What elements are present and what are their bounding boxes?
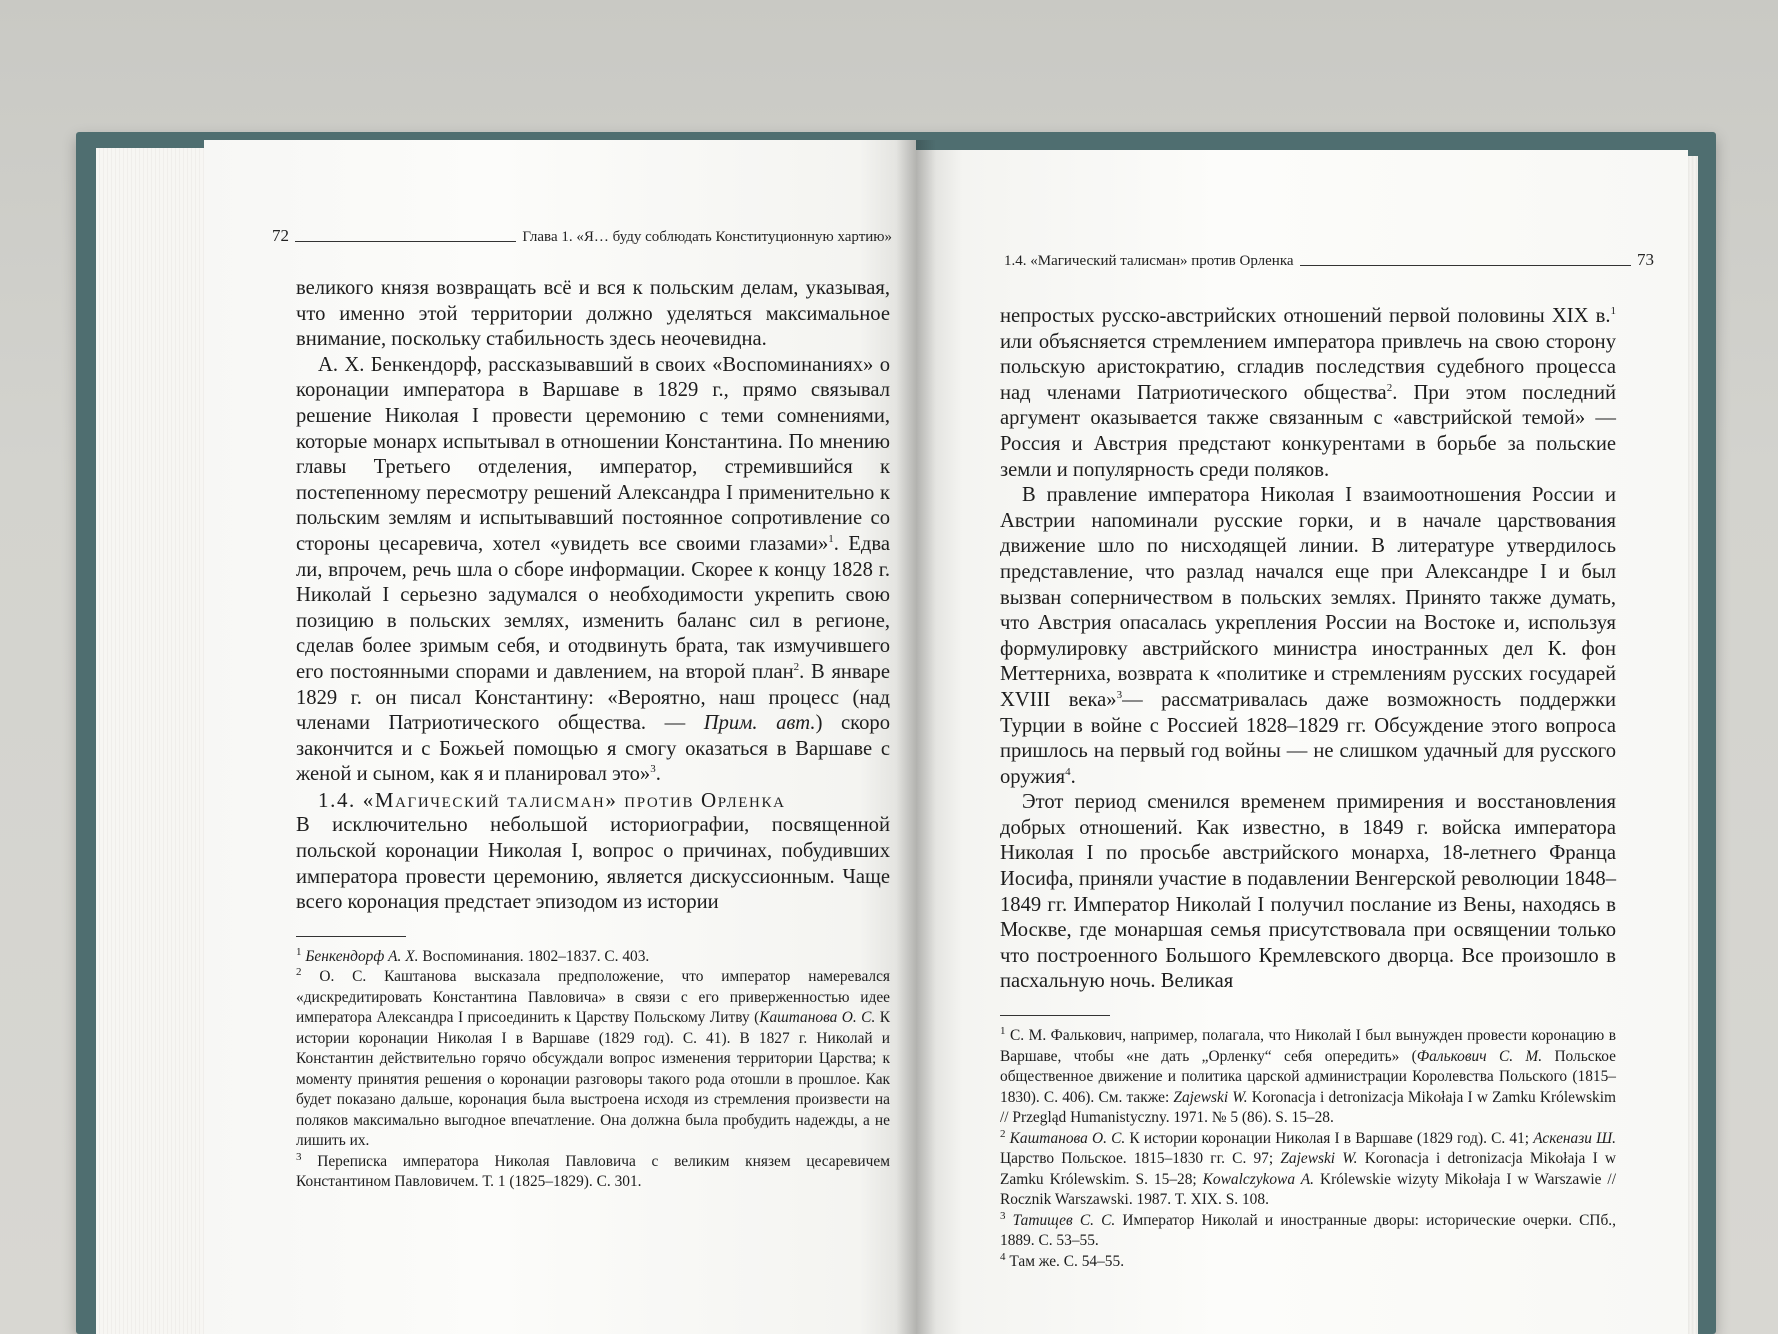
footnote: [1000, 1026, 1616, 1129]
italic-text: Фалькович С. М.: [1416, 1047, 1543, 1065]
footnote-text: О. С. Каштанова высказала предположение, что император намеревался «дискредитировать Константина Павловича» в связи с его приверженностью идее императора Александра I присоединить к Царству Польскому Литву (: [296, 968, 890, 1027]
paragraph-text: — рассматривалась даже возможность поддержки Турции в войне с Россией 1828–1829 гг. Обсуждение этого вопроса пришлось на первый год войны — не слишком удачный для русского оружия: [1000, 688, 1616, 788]
left-running-title: Глава 1. «Я… буду соблюдать Конституционную хартию»: [522, 229, 892, 245]
footnote: [1000, 1211, 1616, 1252]
footnote-text: Królewskie wizyty Mikołaja I w Warszawie // Rocznik Warszawski. 1987. T. XIX. S. 108.: [1000, 1170, 1616, 1209]
paragraph-text: непростых русско-австрийских отношений первой половины XIX в.: [1000, 305, 1611, 327]
footnote-number: 3: [1000, 1209, 1006, 1222]
paragraph-text: ) скоро закончится и с Божьей помощью я смогу оказаться в Варшаве с женой и сыном, как я и планировал это»: [296, 712, 891, 786]
paragraph-text: или объясняется стремлением императора привлечь на свою сторону польскую аристократию, сгладив последствия судебного процесса над членами Патриотического общества: [1000, 330, 1616, 404]
page-block-edge-left: [96, 148, 216, 1334]
footnote-text: Император Николай и иностранные дворы: исторические очерки. СПб., 1889. С. 53–55.: [1000, 1211, 1616, 1250]
footnote-marker[interactable]: 1: [828, 533, 834, 546]
footnote-number: 1: [296, 945, 302, 958]
footnote-marker[interactable]: 1: [1610, 305, 1616, 318]
section-heading: 1.4. «Магический талисман» против Орленка: [318, 787, 786, 812]
paragraph-text: . Едва ли, впрочем, речь шла о сборе информации. Скорее к концу 1828 г. Николай I серьезно задумался о необходимости укрепить свою позицию в польских землях, изменить баланс сил в регионе, сделав более зримым себя, и отодвинуть брата, так измучившего его постоянными спорами и давлением, на второй план: [296, 532, 890, 683]
footnote-text: Переписка императора Николая Павловича с великим князем цесаревичем Константином Павловичем. Т. 1 (1825–1829). С. 301.: [296, 1152, 890, 1191]
footnote-marker[interactable]: 3: [1116, 689, 1123, 702]
footnote: [296, 967, 890, 1152]
paragraph-text: Этот период сменился временем примирения и восстановления добрых отношений. Как известно, в 1849 г. войска императора Николая I по просьбе австрийского монарха, 18-летнего Франца Иосифа, приняли участие в подавлении Венгерской революции 1848–1849 гг. Император Николай I получил послание из Вены, находясь в Москве, где монаршая семья присутствовала при освящении только что построенного Большого Кремлевского дворца. Все произошло в пасхальную ночь. Великая: [1000, 791, 1616, 993]
footnote-marker[interactable]: 4: [1065, 765, 1071, 778]
footnote-rule: [296, 936, 406, 937]
italic-text: Каштанова О. С.: [1009, 1129, 1126, 1147]
footnote-rule: [1000, 1015, 1110, 1016]
footnote-text: Царство Польское. 1815–1830 гг. С. 97;: [1000, 1150, 1281, 1168]
paragraph: [296, 276, 890, 353]
left-page-number: 72: [272, 226, 289, 245]
paragraph-text: В правление императора Николая I взаимоотношения России и Австрии напоминали русские горки, и в начале царствования движение шло по нисходящей линии. В литературе утвердилось представление, что разлад начался еще при Александре I и был вызван соперничеством в польских землях. Принято также думать, что Австрия опасалась укрепления России на Востоке и, используя формулировку австрийского министра иностранных дел К. фон Меттерниха, возврата к «политике и стремлениям русских государей XVIII века»: [1000, 484, 1616, 711]
paragraph-text: .: [1070, 765, 1076, 788]
paragraph-text: А. Х. Бенкендорф, рассказывавший в своих «Воспоминаниях» о коронации императора в Варшаве в 1829 г., прямо связывал решение Николая I провести церемонию с теми сомнениями, которые монарх испытывал в отношении Константина. По мнению главы Третьего отделения, император, стремившийся к постепенному пересмотру решений Александра I применительно к польским землям и испытывавший постоянное сопротивление со стороны цесаревича, хотел «увидеть все своими глазами»: [296, 353, 890, 555]
right-page: [916, 150, 1688, 1334]
footnote-text: К истории коронации Николая I в Варшаве (1829 год). С. 41;: [1125, 1129, 1534, 1147]
footnote-text: Там же. С. 54–55.: [1009, 1252, 1125, 1270]
footnote-text: Koronacja i detronizacja Mikołaja I w Zamku Królewskim // Przegląd Humanistyczny. 1971. № 5 (86). S. 15–28.: [1000, 1088, 1616, 1127]
footnote-number: 2: [1000, 1127, 1006, 1140]
right-running-title: 1.4. «Магический талисман» против Орленка: [1004, 253, 1294, 269]
footnote-number: 2: [296, 966, 302, 979]
italic-text: Аскенази Ш.: [1533, 1129, 1616, 1147]
left-running-head: [272, 226, 892, 246]
italic-text: Zajewski W.: [1173, 1088, 1248, 1106]
paragraph: [1000, 483, 1616, 790]
right-page-number: 73: [1637, 250, 1654, 269]
paragraph: [1000, 790, 1616, 995]
footnote-number: 4: [1000, 1250, 1006, 1263]
footnote: [1000, 1252, 1616, 1273]
right-body-text: [1000, 304, 1616, 1272]
paragraph-text: . В январе 1829 г. он писал Константину: «Вероятно, наш процесс (над членами Патриотического общества. —: [296, 660, 890, 735]
footnote: [296, 947, 890, 968]
italic-text: Каштанова О. С.: [759, 1009, 876, 1027]
paragraph: А. Х. Бенкендорф, рассказывавший в своих «Воспоминаниях» о коронации императора в Варшаве в 1829 г., прямо связывал решение Николая I провести церемонию с теми сомнениями, которые монарх испытывал в отношении Константина. По мнению главы Третьего отделения, император, стремившийся к постепенному пересмотру решений Александра I применительно к польским землям и испытывавший постоянное сопротивление со стороны цесаревича, хотел «увидеть все своими глазами»$^1$. Едва ли, впрочем, речь шла о сборе информации. Скорее к концу 1828 г. Николай I серьезно задумался о необходимости укрепить свою позицию в польских землях, изменить баланс сил в регионе, сделав более зримым себя, и отодвинуть брата, так измучившего его постоянными спорами и давлением, на второй план$^2$. В январе 1829 г. он писал Константину: «Вероятно, наш процесс (над членами Патриотического общества. — Прим. авт.) скоро закончится и с Божьей помощью я смогу оказаться в Варшаве с женой и сыном, как я и планировал это»$^3$.: [296, 353, 891, 786]
italic-text: Бенкендорф А. Х.: [305, 947, 419, 965]
footnotes: [1000, 1026, 1616, 1272]
footnote-marker[interactable]: 2: [1386, 381, 1393, 394]
footnote: [1000, 1129, 1616, 1211]
right-running-head: [1004, 250, 1654, 270]
italic-text: Прим. авт.: [703, 712, 816, 735]
footnote-marker[interactable]: 2: [793, 661, 800, 674]
left-body-text: [296, 276, 890, 1193]
header-rule: [1300, 265, 1631, 266]
footnote-text: Воспоминания. 1802–1837. С. 403.: [418, 947, 650, 965]
footnote: [296, 1152, 890, 1193]
paragraph-text: . При этом последний аргумент оказывается также связанным с «австрийской темой» — Россия и Австрия предстают конкурентами в борьбе за польские земли и популярность среди поляков.: [1000, 381, 1616, 481]
footnote-text: Польское общественное движение и политика царской администрации Королевства Польского (1815–1830). С. 406). См. также:: [1000, 1047, 1616, 1106]
paragraph-text: В исключительно небольшой историографии, посвященной польской коронации Николая I, вопрос о причинах, побудивших императора провести церемонию, является дискуссионным. Чаще всего коронация предстает эпизодом из истории: [296, 814, 890, 914]
footnote-text: Koronacja i detronizacja Mikołaja I w Zamku Królewskim. S. 15–28;: [1000, 1150, 1616, 1188]
paragraph-text: великого князя возвращать всё и вся к польским делам, указывая, что именно этой территории должно уделяться максимальное внимание, поскольку стабильность здесь неочевидна.: [296, 277, 890, 351]
italic-text: Zajewski W.: [1280, 1150, 1358, 1168]
paragraph: [296, 813, 890, 915]
book-gutter-shadow: [896, 140, 936, 1334]
header-rule: [295, 241, 516, 242]
footnote-number: 3: [296, 1150, 302, 1163]
footnotes: [296, 947, 890, 1193]
paragraph: [1000, 304, 1616, 483]
footnote-text: К истории коронации Николая I в Варшаве (1829 год). С. 41). В 1827 г. Николай и Константин действительно горячо обсуждали вопрос изменения территории Царства; к моменту принятия решения о коронации разговоры такого рода отошли в прошлое. Как будет показано дальше, коронация была выстроена исходя из стремления произвести на поляков максимально выгодное впечатление. Она должна была пробудить надежды, а не лишить их.: [296, 1009, 890, 1150]
footnote-marker[interactable]: 3: [650, 763, 656, 776]
left-page: [204, 140, 916, 1334]
footnote-text: С. М. Фалькович, например, полагала, что Николай I был вынужден провести коронацию в Варшаве, чтобы «не дать „Орленку“ себя опередить» (: [1000, 1027, 1616, 1065]
footnote-number: 1: [1000, 1024, 1006, 1037]
italic-text: Татищев С. С.: [1012, 1211, 1116, 1229]
italic-text: Kowalczykowa A.: [1202, 1170, 1314, 1188]
